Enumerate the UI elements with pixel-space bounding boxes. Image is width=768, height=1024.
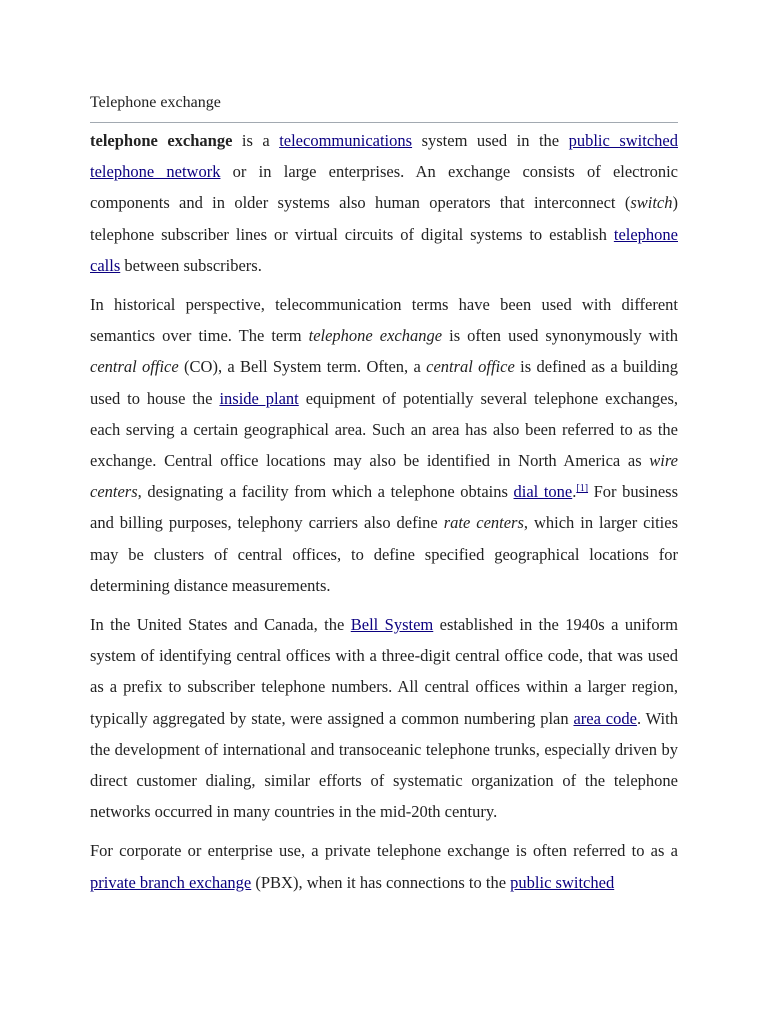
text: is a	[232, 131, 280, 150]
text: is defined as a building used to house the	[90, 357, 679, 408]
link-public-switched-telephone-network[interactable]: public switched telephone network	[90, 131, 678, 182]
text: (CO), a Bell System term. Often, a	[178, 357, 427, 377]
paragraph-intro	[90, 125, 678, 281]
text: or in large enterprises. An exchange consists of electronic components and in older systems also human operators that interconnect (	[90, 162, 678, 213]
text: established in the 1940s a uniform system of identifying central offices with a three-digit central office code, that was used as a prefix to subscriber telephone numbers. All central offices within a larger region, typically aggregated by state, were assigned a common numbering plan	[90, 615, 678, 728]
italic-central-office: central office	[426, 357, 515, 377]
italic-wire-centers: wire centers	[90, 451, 678, 502]
link-private-branch-exchange[interactable]: private branch exchange	[90, 872, 252, 892]
text: For business and billing purposes, telephony carriers also define	[90, 482, 679, 533]
paragraph-united-states	[90, 609, 678, 827]
term-telephone-exchange: telephone exchange	[90, 131, 233, 150]
text: between subscribers.	[120, 255, 262, 275]
text: For corporate or enterprise use, a private telephone exchange is often referred to as a	[90, 841, 678, 861]
text: . With the development of international and transoceanic telephone trunks, especially driven by direct customer dialing, similar efforts of systematic organization of the telephone networks occurred in many countries in the mid-20th century.	[90, 708, 678, 822]
link-area-code[interactable]: area code	[573, 708, 637, 728]
italic-switch: switch	[630, 193, 673, 213]
link-inside-plant[interactable]: inside plant	[219, 388, 299, 408]
text: ) telephone subscriber lines or virtual circuits of digital systems to establish	[90, 193, 678, 244]
paragraph-history	[90, 289, 678, 601]
italic-rate-centers: rate centers	[443, 513, 524, 533]
link-telecommunications[interactable]: telecommunications	[279, 131, 413, 150]
text: system used in the	[412, 131, 569, 150]
link-telephone-calls[interactable]: telephone calls	[90, 224, 678, 275]
italic-telephone-exchange: telephone exchange	[308, 326, 443, 346]
text: equipment of potentially several telephone exchanges, each serving a certain geographical area. Such an area has also been referred to as the exchange. Central office locations may also be identified in North America as	[90, 388, 678, 471]
citation-link[interactable]: [1]	[576, 483, 589, 495]
italic-central-office: central office	[90, 357, 179, 377]
link-dial-tone[interactable]: dial tone	[513, 482, 573, 502]
link-bell-system[interactable]: Bell System	[350, 615, 434, 635]
text: , which in larger cities may be clusters of central offices, to define specified geographical locations for determining distance measurements.	[90, 513, 678, 595]
text: In the United States and Canada, the	[90, 615, 351, 635]
text: In historical perspective, telecommunication terms have been used with different semantics over time. The term	[90, 295, 678, 346]
text: .	[572, 482, 577, 502]
paragraph-corporate	[90, 835, 678, 897]
text: is often used synonymously with	[442, 326, 678, 346]
text: , designating a facility from which a telephone obtains	[137, 482, 514, 502]
document-page	[90, 86, 678, 898]
link-public-switched[interactable]: public switched	[510, 872, 615, 892]
text: (PBX), when it has connections to the	[251, 872, 511, 892]
page-title: Telephone exchange	[90, 86, 678, 123]
